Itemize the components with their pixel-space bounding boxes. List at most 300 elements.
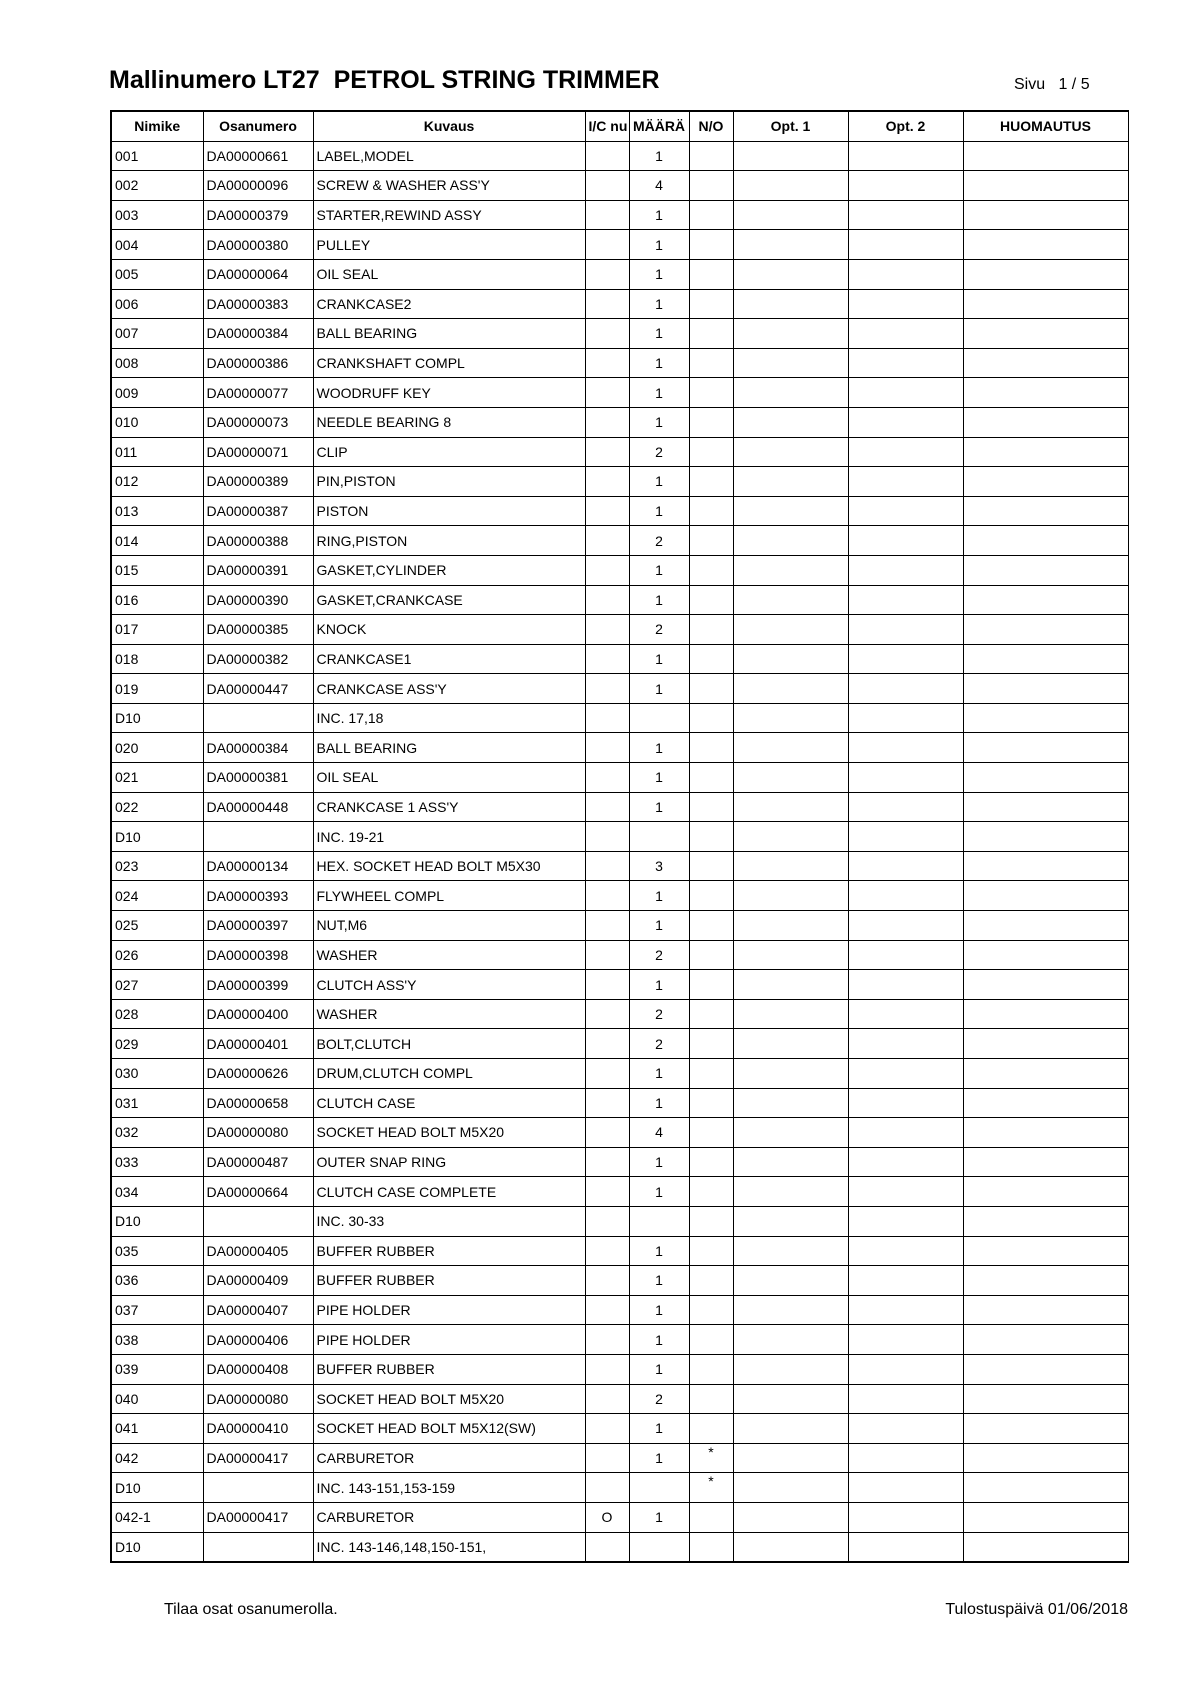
cell-opt2 <box>848 1502 963 1532</box>
cell-opt1 <box>733 1532 848 1562</box>
cell-item-number: 040 <box>111 1384 203 1414</box>
cell-opt2 <box>848 467 963 497</box>
cell-opt1 <box>733 141 848 171</box>
cell-remark <box>963 644 1128 674</box>
table-row <box>111 822 1128 852</box>
parts-table-body <box>111 141 1128 1562</box>
cell-quantity: 1 <box>629 230 689 260</box>
cell-opt1 <box>733 1473 848 1503</box>
cell-part-number: DA00000405 <box>203 1236 313 1266</box>
table-row <box>111 437 1128 467</box>
column-header-huomautus: HUOMAUTUS <box>963 111 1128 141</box>
cell-quantity: 2 <box>629 526 689 556</box>
cell-no <box>689 467 733 497</box>
cell-description: SOCKET HEAD BOLT M5X20 <box>313 1118 585 1148</box>
table-row <box>111 585 1128 615</box>
cell-remark <box>963 437 1128 467</box>
cell-opt2 <box>848 259 963 289</box>
cell-opt2 <box>848 1354 963 1384</box>
cell-part-number: DA00000410 <box>203 1414 313 1444</box>
table-header-row <box>111 111 1128 141</box>
table-row <box>111 999 1128 1029</box>
cell-opt2 <box>848 141 963 171</box>
cell-quantity: 1 <box>629 970 689 1000</box>
cell-no <box>689 1295 733 1325</box>
cell-quantity: 1 <box>629 792 689 822</box>
cell-remark <box>963 348 1128 378</box>
cell-quantity <box>629 822 689 852</box>
cell-opt2 <box>848 644 963 674</box>
cell-remark <box>963 200 1128 230</box>
table-row <box>111 1532 1128 1562</box>
cell-opt1 <box>733 851 848 881</box>
cell-ic-number <box>585 407 629 437</box>
cell-description: PULLEY <box>313 230 585 260</box>
cell-remark <box>963 1236 1128 1266</box>
column-header-osanumero: Osanumero <box>203 111 313 141</box>
cell-opt1 <box>733 1147 848 1177</box>
cell-description: CRANKCASE 1 ASS'Y <box>313 792 585 822</box>
cell-remark <box>963 378 1128 408</box>
cell-remark <box>963 141 1128 171</box>
cell-opt1 <box>733 1029 848 1059</box>
cell-opt1 <box>733 1502 848 1532</box>
cell-quantity: 1 <box>629 496 689 526</box>
footer-order-note: Tilaa osat osanumerolla. <box>164 1601 338 1618</box>
cell-remark <box>963 467 1128 497</box>
table-row <box>111 1147 1128 1177</box>
cell-opt2 <box>848 1236 963 1266</box>
cell-remark <box>963 1029 1128 1059</box>
cell-part-number: DA00000386 <box>203 348 313 378</box>
cell-description: SOCKET HEAD BOLT M5X12(SW) <box>313 1414 585 1444</box>
cell-part-number: DA00000382 <box>203 644 313 674</box>
cell-ic-number <box>585 230 629 260</box>
cell-description: CARBURETOR <box>313 1502 585 1532</box>
cell-opt1 <box>733 733 848 763</box>
cell-description: NUT,M6 <box>313 911 585 941</box>
cell-opt1 <box>733 437 848 467</box>
cell-part-number: DA00000388 <box>203 526 313 556</box>
cell-part-number: DA00000447 <box>203 674 313 704</box>
table-row <box>111 1059 1128 1089</box>
document-title: Mallinumero LT27 PETROL STRING TRIMMER <box>109 66 660 94</box>
cell-remark <box>963 1473 1128 1503</box>
cell-remark <box>963 407 1128 437</box>
cell-quantity: 1 <box>629 348 689 378</box>
cell-part-number <box>203 703 313 733</box>
cell-no <box>689 822 733 852</box>
cell-ic-number <box>585 970 629 1000</box>
cell-part-number: DA00000626 <box>203 1059 313 1089</box>
cell-description: INC. 143-151,153-159 <box>313 1473 585 1503</box>
cell-opt2 <box>848 526 963 556</box>
cell-quantity: 1 <box>629 1414 689 1444</box>
cell-no <box>689 496 733 526</box>
cell-ic-number <box>585 348 629 378</box>
cell-part-number: DA00000080 <box>203 1118 313 1148</box>
table-row <box>111 1443 1128 1473</box>
cell-part-number: DA00000401 <box>203 1029 313 1059</box>
cell-description: GASKET,CRANKCASE <box>313 585 585 615</box>
cell-remark <box>963 999 1128 1029</box>
cell-remark <box>963 822 1128 852</box>
cell-description: CLUTCH CASE <box>313 1088 585 1118</box>
cell-quantity: 1 <box>629 467 689 497</box>
cell-ic-number <box>585 585 629 615</box>
cell-no <box>689 319 733 349</box>
cell-opt1 <box>733 407 848 437</box>
cell-description: FLYWHEEL COMPL <box>313 881 585 911</box>
cell-ic-number <box>585 289 629 319</box>
cell-opt1 <box>733 348 848 378</box>
table-row <box>111 378 1128 408</box>
cell-ic-number <box>585 674 629 704</box>
cell-opt1 <box>733 1118 848 1148</box>
cell-opt1 <box>733 1443 848 1473</box>
cell-no <box>689 259 733 289</box>
table-row <box>111 1354 1128 1384</box>
cell-part-number: DA00000384 <box>203 733 313 763</box>
cell-part-number: DA00000409 <box>203 1266 313 1296</box>
cell-opt2 <box>848 378 963 408</box>
cell-opt1 <box>733 1414 848 1444</box>
cell-remark <box>963 1502 1128 1532</box>
cell-remark <box>963 1532 1128 1562</box>
cell-opt2 <box>848 615 963 645</box>
cell-no <box>689 1059 733 1089</box>
table-row <box>111 970 1128 1000</box>
cell-description: PIPE HOLDER <box>313 1295 585 1325</box>
cell-quantity: 3 <box>629 851 689 881</box>
cell-opt2 <box>848 911 963 941</box>
cell-no <box>689 703 733 733</box>
cell-item-number: 031 <box>111 1088 203 1118</box>
cell-no <box>689 585 733 615</box>
cell-item-number: 037 <box>111 1295 203 1325</box>
cell-opt1 <box>733 319 848 349</box>
cell-ic-number <box>585 378 629 408</box>
cell-quantity: 1 <box>629 259 689 289</box>
cell-ic-number <box>585 1266 629 1296</box>
cell-opt2 <box>848 348 963 378</box>
cell-quantity: 2 <box>629 999 689 1029</box>
cell-remark <box>963 259 1128 289</box>
cell-quantity: 2 <box>629 1029 689 1059</box>
cell-remark <box>963 763 1128 793</box>
cell-ic-number <box>585 555 629 585</box>
cell-opt2 <box>848 289 963 319</box>
cell-ic-number <box>585 1118 629 1148</box>
cell-opt1 <box>733 999 848 1029</box>
cell-part-number: DA00000389 <box>203 467 313 497</box>
cell-description: KNOCK <box>313 615 585 645</box>
cell-description: PIPE HOLDER <box>313 1325 585 1355</box>
cell-item-number: 019 <box>111 674 203 704</box>
cell-item-number: 011 <box>111 437 203 467</box>
table-row <box>111 1502 1128 1532</box>
cell-remark <box>963 1118 1128 1148</box>
cell-quantity: 1 <box>629 1443 689 1473</box>
cell-part-number: DA00000384 <box>203 319 313 349</box>
cell-item-number: 008 <box>111 348 203 378</box>
cell-ic-number <box>585 822 629 852</box>
cell-opt2 <box>848 851 963 881</box>
cell-description: BALL BEARING <box>313 733 585 763</box>
cell-no <box>689 674 733 704</box>
cell-opt1 <box>733 526 848 556</box>
cell-description: INC. 19-21 <box>313 822 585 852</box>
cell-item-number: 012 <box>111 467 203 497</box>
cell-remark <box>963 555 1128 585</box>
cell-item-number: 023 <box>111 851 203 881</box>
cell-ic-number <box>585 999 629 1029</box>
cell-remark <box>963 911 1128 941</box>
cell-remark <box>963 496 1128 526</box>
cell-opt2 <box>848 585 963 615</box>
cell-description: INC. 17,18 <box>313 703 585 733</box>
cell-no <box>689 1266 733 1296</box>
cell-opt1 <box>733 644 848 674</box>
cell-part-number <box>203 822 313 852</box>
cell-description: BUFFER RUBBER <box>313 1236 585 1266</box>
cell-ic-number <box>585 763 629 793</box>
cell-no <box>689 230 733 260</box>
table-row <box>111 1177 1128 1207</box>
cell-ic-number <box>585 141 629 171</box>
cell-ic-number <box>585 171 629 201</box>
cell-opt1 <box>733 615 848 645</box>
cell-item-number: 042-1 <box>111 1502 203 1532</box>
table-row <box>111 1384 1128 1414</box>
cell-no <box>689 1236 733 1266</box>
cell-opt1 <box>733 1088 848 1118</box>
column-header-opt1: Opt. 1 <box>733 111 848 141</box>
cell-opt2 <box>848 1295 963 1325</box>
cell-remark <box>963 733 1128 763</box>
table-row <box>111 733 1128 763</box>
cell-description: CLIP <box>313 437 585 467</box>
cell-opt2 <box>848 1029 963 1059</box>
cell-item-number: 032 <box>111 1118 203 1148</box>
cell-item-number: 041 <box>111 1414 203 1444</box>
cell-opt1 <box>733 259 848 289</box>
cell-opt1 <box>733 881 848 911</box>
cell-ic-number <box>585 200 629 230</box>
cell-no <box>689 970 733 1000</box>
table-row <box>111 881 1128 911</box>
cell-ic-number <box>585 526 629 556</box>
cell-part-number: DA00000661 <box>203 141 313 171</box>
cell-item-number: 003 <box>111 200 203 230</box>
cell-part-number: DA00000134 <box>203 851 313 881</box>
cell-ic-number <box>585 881 629 911</box>
cell-ic-number <box>585 1295 629 1325</box>
cell-item-number: 034 <box>111 1177 203 1207</box>
cell-opt1 <box>733 822 848 852</box>
cell-part-number: DA00000096 <box>203 171 313 201</box>
cell-no <box>689 1384 733 1414</box>
cell-description: CRANKSHAFT COMPL <box>313 348 585 378</box>
cell-no <box>689 1325 733 1355</box>
cell-quantity: 1 <box>629 1295 689 1325</box>
cell-description: BALL BEARING <box>313 319 585 349</box>
cell-part-number: DA00000417 <box>203 1443 313 1473</box>
cell-description: WASHER <box>313 999 585 1029</box>
cell-no: * <box>689 1473 733 1503</box>
cell-remark <box>963 674 1128 704</box>
table-row <box>111 1266 1128 1296</box>
cell-opt1 <box>733 1059 848 1089</box>
cell-opt2 <box>848 1532 963 1562</box>
cell-remark <box>963 585 1128 615</box>
cell-no <box>689 881 733 911</box>
cell-opt1 <box>733 555 848 585</box>
cell-quantity: 1 <box>629 407 689 437</box>
cell-quantity: 1 <box>629 378 689 408</box>
cell-opt2 <box>848 555 963 585</box>
cell-ic-number <box>585 940 629 970</box>
cell-part-number: DA00000381 <box>203 763 313 793</box>
cell-item-number: 007 <box>111 319 203 349</box>
column-header-opt2: Opt. 2 <box>848 111 963 141</box>
cell-remark <box>963 851 1128 881</box>
table-row <box>111 289 1128 319</box>
cell-opt1 <box>733 230 848 260</box>
cell-description: OIL SEAL <box>313 259 585 289</box>
cell-item-number: 024 <box>111 881 203 911</box>
cell-opt2 <box>848 1206 963 1236</box>
cell-quantity: 1 <box>629 1059 689 1089</box>
cell-remark <box>963 1414 1128 1444</box>
cell-opt1 <box>733 911 848 941</box>
cell-description: PIN,PISTON <box>313 467 585 497</box>
cell-opt2 <box>848 230 963 260</box>
cell-quantity: 1 <box>629 1502 689 1532</box>
footer-print-date: Tulostuspäivä 01/06/2018 <box>945 1601 1128 1618</box>
cell-no <box>689 171 733 201</box>
cell-opt1 <box>733 674 848 704</box>
cell-quantity <box>629 1473 689 1503</box>
cell-opt1 <box>733 496 848 526</box>
table-row <box>111 1206 1128 1236</box>
cell-item-number: 039 <box>111 1354 203 1384</box>
table-row <box>111 644 1128 674</box>
cell-remark <box>963 1295 1128 1325</box>
cell-item-number: 022 <box>111 792 203 822</box>
cell-quantity <box>629 1532 689 1562</box>
cell-quantity: 4 <box>629 1118 689 1148</box>
column-header-nimike: Nimike <box>111 111 203 141</box>
cell-remark <box>963 319 1128 349</box>
cell-opt2 <box>848 171 963 201</box>
table-row <box>111 1088 1128 1118</box>
table-row <box>111 141 1128 171</box>
cell-item-number: 029 <box>111 1029 203 1059</box>
cell-opt2 <box>848 733 963 763</box>
cell-item-number: 035 <box>111 1236 203 1266</box>
cell-part-number: DA00000393 <box>203 881 313 911</box>
cell-part-number: DA00000380 <box>203 230 313 260</box>
cell-description: OIL SEAL <box>313 763 585 793</box>
cell-description: CRANKCASE ASS'Y <box>313 674 585 704</box>
cell-opt2 <box>848 319 963 349</box>
cell-opt1 <box>733 940 848 970</box>
cell-remark <box>963 1206 1128 1236</box>
cell-opt2 <box>848 881 963 911</box>
table-row <box>111 851 1128 881</box>
cell-no <box>689 644 733 674</box>
cell-item-number: 005 <box>111 259 203 289</box>
cell-opt1 <box>733 1295 848 1325</box>
cell-quantity: 1 <box>629 1354 689 1384</box>
cell-opt1 <box>733 1266 848 1296</box>
cell-opt2 <box>848 496 963 526</box>
cell-opt2 <box>848 200 963 230</box>
cell-no <box>689 999 733 1029</box>
cell-no <box>689 1354 733 1384</box>
cell-item-number: D10 <box>111 1473 203 1503</box>
cell-part-number: DA00000417 <box>203 1502 313 1532</box>
cell-ic-number <box>585 1443 629 1473</box>
cell-no <box>689 1118 733 1148</box>
cell-ic-number <box>585 319 629 349</box>
cell-description: PISTON <box>313 496 585 526</box>
cell-description: CARBURETOR <box>313 1443 585 1473</box>
cell-ic-number <box>585 1206 629 1236</box>
cell-ic-number <box>585 1354 629 1384</box>
cell-item-number: 018 <box>111 644 203 674</box>
cell-quantity: 2 <box>629 940 689 970</box>
cell-ic-number <box>585 644 629 674</box>
cell-no <box>689 911 733 941</box>
cell-quantity: 1 <box>629 1088 689 1118</box>
cell-description: LABEL,MODEL <box>313 141 585 171</box>
cell-part-number: DA00000399 <box>203 970 313 1000</box>
cell-description: WASHER <box>313 940 585 970</box>
cell-part-number: DA00000080 <box>203 1384 313 1414</box>
cell-no <box>689 437 733 467</box>
cell-quantity: 1 <box>629 1177 689 1207</box>
cell-quantity: 1 <box>629 763 689 793</box>
cell-opt1 <box>733 792 848 822</box>
cell-remark <box>963 1354 1128 1384</box>
cell-no <box>689 526 733 556</box>
cell-item-number: 028 <box>111 999 203 1029</box>
cell-item-number: D10 <box>111 1206 203 1236</box>
cell-no <box>689 1177 733 1207</box>
cell-part-number: DA00000064 <box>203 259 313 289</box>
cell-item-number: 042 <box>111 1443 203 1473</box>
cell-description: CLUTCH CASE COMPLETE <box>313 1177 585 1207</box>
cell-opt1 <box>733 763 848 793</box>
cell-item-number: 015 <box>111 555 203 585</box>
cell-opt1 <box>733 970 848 1000</box>
cell-opt2 <box>848 1147 963 1177</box>
table-row <box>111 319 1128 349</box>
cell-remark <box>963 970 1128 1000</box>
table-row <box>111 763 1128 793</box>
cell-part-number: DA00000391 <box>203 555 313 585</box>
cell-ic-number <box>585 851 629 881</box>
table-row <box>111 1473 1128 1503</box>
cell-no <box>689 1206 733 1236</box>
cell-remark <box>963 1147 1128 1177</box>
cell-remark <box>963 881 1128 911</box>
cell-item-number: 009 <box>111 378 203 408</box>
cell-no <box>689 141 733 171</box>
cell-item-number: D10 <box>111 703 203 733</box>
